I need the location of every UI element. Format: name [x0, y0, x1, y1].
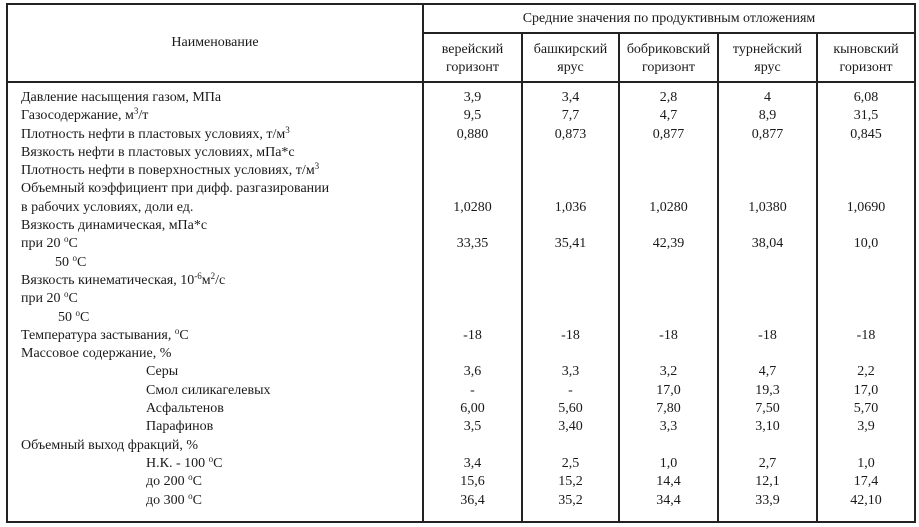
table-cell-value: 3,9 [463, 90, 482, 105]
row-name-text: Вязкость динамическая, мПа*с [21, 218, 208, 234]
row-name-superscript: -6 [194, 270, 202, 281]
row-name-text: Плотность нефти в пластовых условиях, т/м [21, 126, 286, 142]
table-cell-value [523, 162, 618, 180]
table-cell-value [620, 345, 717, 363]
row-name-text: /с [215, 272, 226, 288]
table-cell-value: 3,4 [463, 455, 482, 471]
table-cell-value [424, 437, 521, 455]
table-cell-value [424, 180, 521, 198]
table-cell-value: 0,880 [456, 126, 489, 142]
header-name-column: Наименование [171, 35, 259, 50]
row-name-superscript: 3 [133, 106, 139, 117]
table-cell-value: 1,0380 [748, 199, 787, 215]
row-name-text: Массовое содержание, % [21, 346, 172, 362]
table-cell-value [523, 272, 618, 290]
row-name-text: С [80, 309, 90, 325]
table-cell-value [523, 309, 618, 327]
table-cell-value [719, 345, 816, 363]
row-name [21, 473, 421, 491]
table-cell-value: 9,5 [463, 108, 482, 124]
header-column-bashkirsky [523, 41, 618, 77]
row-name [21, 437, 421, 455]
row-name-superscript: о [75, 307, 80, 318]
table-cell-value: 10,0 [853, 236, 879, 252]
header-column-line1: кыновский [833, 42, 899, 57]
table-cell-value [818, 217, 914, 235]
table-cell-value [818, 162, 914, 180]
table-cell-value [523, 217, 618, 235]
row-name [21, 382, 421, 400]
table-cell-value: 0,873 [554, 126, 587, 142]
table-cell-value: 3,3 [561, 364, 580, 380]
row-name-text: Вязкость нефти в пластовых условиях, мПа*с [21, 144, 295, 160]
table-cell-value [620, 437, 717, 455]
row-name-text: С [68, 291, 78, 307]
table-cell-value: 6,08 [853, 90, 879, 105]
row-name [21, 162, 421, 180]
header-column-line1: бобриковский [626, 42, 711, 57]
table-cell-value: 31,5 [853, 108, 879, 124]
row-name [21, 180, 421, 198]
table-cell-value: 35,2 [558, 492, 583, 508]
table-cell-value [719, 309, 816, 327]
table-cell-value: 19,3 [755, 382, 780, 398]
header-column-turneisky [719, 41, 816, 77]
table-cell-value: 17,0 [853, 382, 879, 398]
row-name-superscript: о [188, 490, 193, 501]
table-cell-value: - [568, 382, 573, 398]
table-cell-value: 42,39 [652, 236, 685, 252]
table-cell-value: 1,0280 [453, 199, 492, 215]
table-cell-value [523, 345, 618, 363]
header-column-line2: горизонт [839, 60, 893, 75]
table-cell-value [424, 345, 521, 363]
row-name [21, 400, 421, 418]
table-cell-value [620, 162, 717, 180]
table-cell-value [523, 180, 618, 198]
table-cell-value [620, 272, 717, 290]
row-name-text: 50 [55, 254, 73, 270]
row-name-text: Объемный коэффициент при дифф. разгазировании [21, 181, 330, 197]
table-cell-value: 4,7 [659, 108, 678, 124]
row-name [21, 107, 421, 125]
table-cell-value [424, 162, 521, 180]
table-cell-value: 2,8 [659, 90, 678, 105]
row-name-text: С [68, 236, 78, 252]
table-cell-value: - [470, 382, 475, 398]
table-cell-value: -18 [463, 327, 482, 343]
table-cell-value [818, 144, 914, 162]
table-cell-value: 1,0690 [846, 199, 886, 215]
header-divider [422, 32, 914, 34]
table-cell-value: 17,4 [853, 474, 879, 490]
table-cell-value [523, 437, 618, 455]
header-group-title: Средние значения по продуктивным отложениям [522, 11, 816, 26]
table-cell-value: 0,877 [751, 126, 784, 142]
row-name [21, 126, 421, 144]
header-column-vereisky [424, 41, 521, 77]
row-name-text: Давление насыщения газом, МПа [21, 90, 222, 105]
row-name-superscript: о [188, 472, 193, 483]
row-name-text: м [201, 272, 211, 288]
row-name-text: до 300 [146, 492, 189, 508]
table-cell-value [523, 290, 618, 308]
row-name [21, 345, 421, 363]
table-cell-value [818, 290, 914, 308]
row-name-text: в рабочих условиях, доли ед. [21, 199, 194, 215]
row-name-text: Объемный выход фракций, % [21, 437, 199, 453]
table-cell-value: 1,0 [857, 455, 875, 471]
table-cell-value [719, 162, 816, 180]
table-cell-value: 2,5 [561, 455, 580, 471]
header-column-line1: башкирский [533, 42, 608, 57]
table-cell-value: 33,9 [755, 492, 780, 508]
table-cell-value: 15,2 [558, 474, 583, 490]
row-name [21, 199, 421, 217]
row-name-text: С [179, 327, 189, 343]
row-name-superscript: о [208, 453, 214, 464]
table-cell-value: 3,40 [558, 419, 583, 435]
row-name [21, 235, 421, 253]
row-name [21, 309, 421, 327]
row-name [21, 418, 421, 436]
values-column-kynovsky [818, 89, 914, 510]
header-column-line2: горизонт [446, 60, 499, 75]
row-name-text: С [192, 474, 202, 490]
table-cell-value [818, 345, 914, 363]
row-name [21, 254, 421, 272]
row-name-text: Асфальтенов [146, 401, 224, 417]
table-cell-value: 3,5 [463, 419, 482, 435]
table-cell-value [818, 309, 914, 327]
table-cell-value [620, 180, 717, 198]
table-cell-value [818, 272, 914, 290]
table-cell-value: -18 [758, 327, 777, 343]
row-name-text: /т [138, 108, 149, 124]
row-name [21, 144, 421, 162]
table-cell-value [620, 217, 717, 235]
row-name-superscript: 2 [210, 270, 216, 281]
header-column-kynovsky [818, 41, 914, 77]
row-name-text: при 20 [21, 291, 64, 307]
table-cell-value: 4,7 [758, 364, 777, 380]
header-column-line2: ярус [557, 60, 584, 75]
table-cell-value [719, 437, 816, 455]
row-name-text: Вязкость кинематическая, 10 [21, 272, 195, 288]
oil-properties-table [6, 3, 916, 523]
table-cell-value [818, 254, 914, 272]
table-cell-value [424, 254, 521, 272]
table-cell-value: 14,4 [656, 474, 681, 490]
row-name [21, 327, 421, 345]
table-cell-value [719, 217, 816, 235]
table-cell-value [620, 290, 717, 308]
table-cell-value [818, 180, 914, 198]
row-name-text: Серы [146, 364, 179, 380]
row-name-superscript: о [63, 289, 69, 300]
table-cell-value: 0,845 [850, 126, 882, 142]
row-name-text: до 200 [146, 474, 189, 490]
row-name-superscript: о [63, 234, 69, 245]
table-cell-value: 6,00 [460, 401, 485, 417]
table-cell-value [719, 144, 816, 162]
table-cell-value: -18 [856, 327, 876, 343]
table-cell-value: 3,10 [755, 419, 780, 435]
table-cell-value: 0,877 [652, 126, 685, 142]
values-column-turneisky [719, 89, 816, 510]
table-cell-value [719, 180, 816, 198]
table-cell-value [523, 144, 618, 162]
table-cell-value [424, 309, 521, 327]
table-cell-value [620, 144, 717, 162]
header-bottom-rule [8, 81, 914, 83]
table-cell-value [719, 254, 816, 272]
row-name-text: С [192, 492, 202, 508]
row-name [21, 89, 421, 107]
table-cell-value: 7,7 [561, 108, 580, 124]
table-cell-value: 7,50 [755, 401, 780, 417]
table-cell-value [620, 254, 717, 272]
table-cell-value [424, 272, 521, 290]
row-name-text: С [213, 455, 223, 471]
table-cell-value: 35,41 [554, 236, 587, 252]
table-cell-value: 3,3 [659, 419, 678, 435]
row-name-superscript: о [174, 325, 180, 336]
row-name-text: при 20 [21, 236, 64, 252]
parameter-names-column [21, 89, 421, 510]
table-cell-value: -18 [561, 327, 580, 343]
table-cell-value: 3,6 [463, 364, 482, 380]
table-cell-value: 1,0280 [649, 199, 688, 215]
table-cell-value: 2,2 [857, 364, 875, 380]
table-cell-value: 34,4 [656, 492, 681, 508]
table-cell-value [620, 309, 717, 327]
row-name-text: Газосодержание, м [21, 108, 134, 124]
table-cell-value [424, 217, 521, 235]
values-column-vereisky [424, 89, 521, 510]
table-cell-value: 42,10 [850, 492, 882, 508]
table-cell-value: 5,60 [558, 401, 583, 417]
header-column-line1: верейский [441, 42, 504, 57]
table-cell-value: 2,7 [758, 455, 777, 471]
table-cell-value: 3,9 [857, 419, 875, 435]
header-column-line2: горизонт [642, 60, 695, 75]
row-name-text: С [77, 254, 87, 270]
table-cell-value: 7,80 [656, 401, 681, 417]
row-name-text: 50 [58, 309, 76, 325]
table-cell-value: 5,70 [853, 401, 879, 417]
row-name-superscript: о [72, 252, 77, 263]
table-cell-value: 36,4 [460, 492, 485, 508]
row-name [21, 217, 421, 235]
table-cell-value: 8,9 [758, 108, 777, 124]
table-cell-value [818, 437, 914, 455]
row-name [21, 492, 421, 510]
row-name-text: Плотность нефти в поверхностных условиях, т/м [21, 163, 315, 179]
table-cell-value: 4 [764, 90, 771, 105]
values-column-bashkirsky [523, 89, 618, 510]
table-cell-value [424, 144, 521, 162]
values-column-bobrikovsky [620, 89, 717, 510]
table-cell-value: 33,35 [456, 236, 489, 252]
row-name-text: Температура застывания, [21, 327, 175, 343]
table-cell-value: 17,0 [656, 382, 681, 398]
table-cell-value [523, 254, 618, 272]
row-name-superscript: 3 [285, 124, 290, 135]
row-name [21, 272, 421, 290]
row-name-text: Н.К. - 100 [146, 455, 209, 471]
row-name [21, 363, 421, 381]
table-cell-value [424, 290, 521, 308]
row-name-superscript: 3 [314, 161, 320, 172]
header-column-bobrikovsky [620, 41, 717, 77]
row-name-text: Парафинов [146, 419, 214, 435]
table-cell-value [719, 290, 816, 308]
table-cell-value [719, 272, 816, 290]
table-cell-value: 15,6 [460, 474, 485, 490]
header-column-line2: ярус [754, 60, 781, 75]
table-cell-value: 12,1 [755, 474, 780, 490]
table-cell-value: 1,036 [554, 199, 587, 215]
table-cell-value: 3,4 [561, 90, 580, 105]
table-cell-value: 3,2 [659, 364, 678, 380]
row-name [21, 290, 421, 308]
table-cell-value: -18 [659, 327, 678, 343]
row-name [21, 455, 421, 473]
table-cell-value: 38,04 [751, 236, 784, 252]
header-column-line1: турнейский [732, 42, 803, 57]
row-name-text: Смол силикагелевых [146, 382, 271, 398]
table-cell-value: 1,0 [659, 455, 678, 471]
